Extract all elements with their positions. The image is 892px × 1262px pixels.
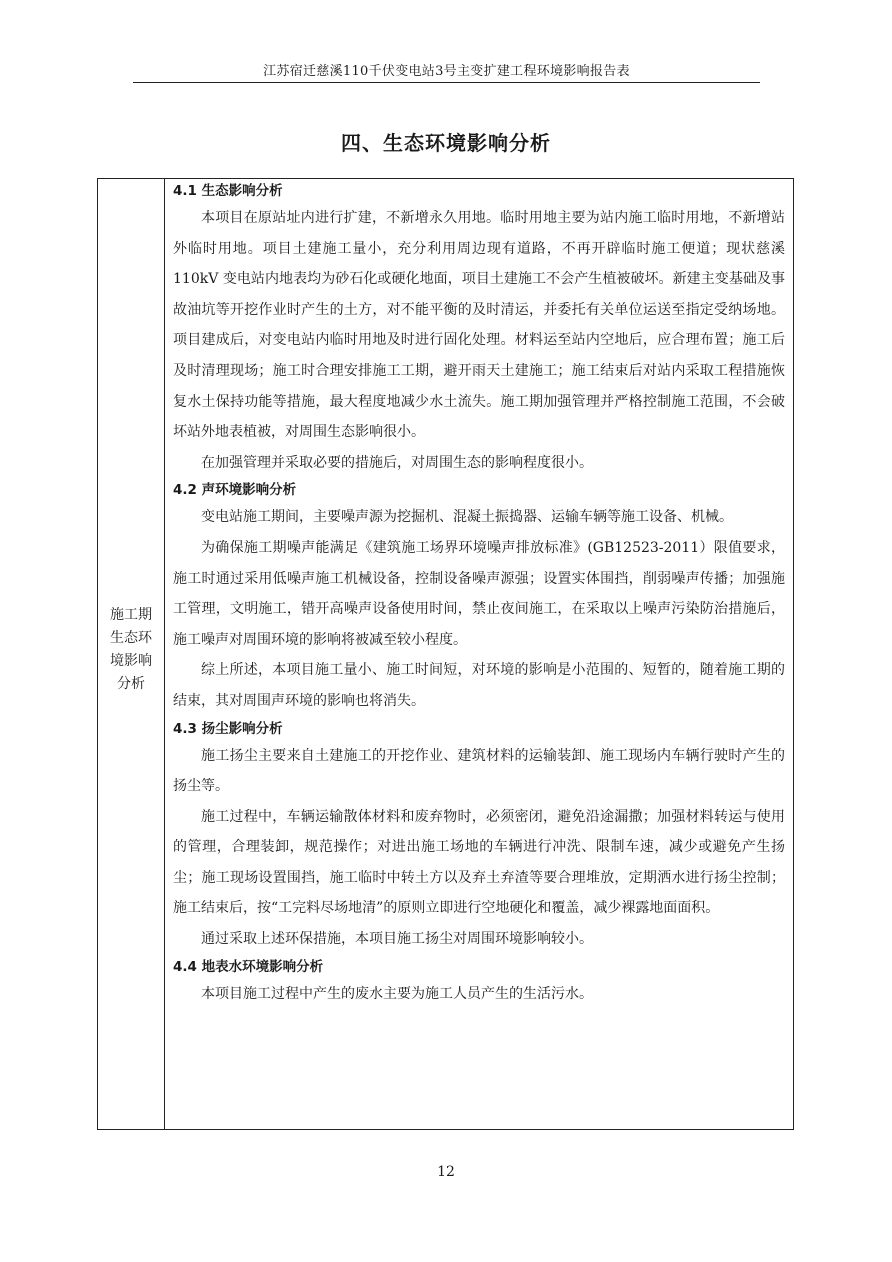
- paragraph: 综上所述，本项目施工量小、施工时间短，对环境的影响是小范围的、短暂的，随着施工期的结束，其对周围声环境的影响也将消失。: [173, 662, 785, 709]
- paragraph: 施工过程中，车辆运输散体材料和废弃物时，必须密闭，避免沿途漏撒；加强材料转运与使用的管理，合理装卸，规范操作；对进出施工场地的车辆进行冲洗、限制车速，减少或避免产生扬尘；施工现场设置围挡，施工临时中转土方以及弃土弃渣等要合理堆放，定期洒水进行扬尘控制；施工结束后，按“工完料尽场地清”的原则立即进行空地硬化和覆盖，减少裸露地面面积。: [173, 808, 785, 917]
- page-number: 12: [437, 1164, 455, 1180]
- paragraph: 本项目在原站址内进行扩建，不新增永久用地。临时用地主要为站内施工临时用地，不新增站外临时用地。项目土建施工量小，充分利用周边现有道路，不再开辟临时施工便道；现状慈溪 110kV 变电站内地表均为砂石化或硬化地面，项目土建施工不会产生植被破坏。新建主变基础及事故油坑等开挖作业时产生的土方，对不能平衡的及时清运，并委托有关单位运送至指定受纳场地。项目建成后，对变电站内临时用地及时进行固化处理。材料运至站内空地后，应合理布置；施工后及时清理现场；施工时合理安排施工工期，避开雨天土建施工；施工结束后对站内采取工程措施恢复水土保持功能等措施，最大程度地减少水土流失。施工期加强管理并严格控制施工范围，不会破坏站外地表植被，对周围生态影响很小。: [173, 210, 785, 441]
- section-dust: [173, 717, 785, 955]
- paragraph: 本项目施工过程中产生的废水主要为施工人员产生的生活污水。: [201, 985, 593, 1002]
- paragraph: 变电站施工期间，主要噪声源为挖掘机、混凝土振捣器、运输车辆等施工设备、机械。: [201, 509, 733, 526]
- header-rule: [133, 82, 760, 83]
- section-ecology: [173, 179, 785, 478]
- section-surface-water: [173, 955, 785, 1010]
- row-label-cell: [98, 179, 165, 1129]
- paragraph: 为确保施工期噪声能满足《建筑施工场界环境噪声排放标准》(GB12523-2011）限值要求，施工时通过采用低噪声施工机械设备，控制设备噪声源强；设置实体围挡，削弱噪声传播；加强施工管理，文明施工，错开高噪声设备使用时间，禁止夜间施工，在采取以上噪声污染防治措施后，施工噪声对周围环境的影响将被减至较小程度。: [173, 539, 785, 648]
- paragraph: 在加强管理并采取必要的措施后，对周围生态的影响程度很小。: [201, 454, 593, 471]
- page-title: 四、生态环境影响分析: [341, 131, 551, 155]
- section-heading: 4.3 扬尘影响分析: [173, 720, 283, 737]
- content-cell: [165, 179, 793, 1129]
- section-heading: 4.4 地表水环境影响分析: [173, 958, 324, 975]
- paragraph: 施工扬尘主要来自土建施工的开挖作业、建筑材料的运输装卸、施工现场内车辆行驶时产生的扬尘等。: [173, 747, 785, 795]
- analysis-table: [97, 178, 794, 1130]
- running-header: 江苏宿迁慈溪110千伏变电站3号主变扩建工程环境影响报告表: [263, 64, 630, 79]
- row-label: 施工期生态环境影响分析: [110, 607, 152, 692]
- section-heading: 4.1 生态影响分析: [173, 183, 283, 199]
- section-heading: 4.2 声环境影响分析: [173, 482, 297, 499]
- section-noise: [173, 478, 785, 716]
- paragraph: 通过采取上述环保措施，本项目施工扬尘对周围环境影响较小。: [201, 931, 593, 948]
